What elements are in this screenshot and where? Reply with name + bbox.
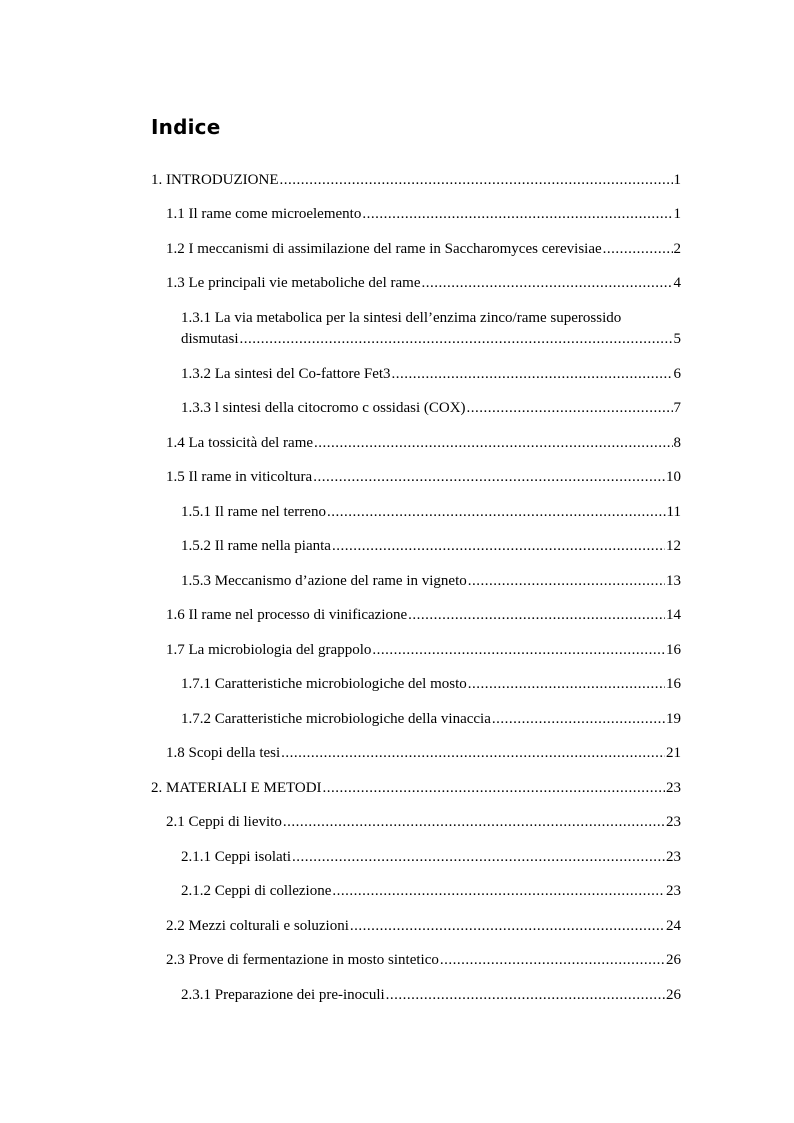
dot-leader <box>386 986 665 1004</box>
toc-entry-1-5[interactable] <box>166 468 681 486</box>
toc-entry-label: 1.3.2 La sintesi del Co-fattore Fet3 <box>181 366 391 382</box>
toc-entry-label: 1. INTRODUZIONE <box>151 172 279 188</box>
toc-entry-label: 2.1 Ceppi di lievito <box>166 814 282 830</box>
dot-leader <box>350 917 665 935</box>
toc-entry-1-1[interactable] <box>166 205 681 223</box>
toc-entry-page: 6 <box>673 366 681 382</box>
toc-entry-1[interactable] <box>151 171 681 189</box>
dot-leader <box>327 503 666 521</box>
toc-entry-page: 11 <box>666 504 681 520</box>
toc-entry-label: 1.5.2 Il rame nella pianta <box>181 538 331 554</box>
toc-entry-label: 1.1 Il rame come microelemento <box>166 206 362 222</box>
toc-entry-page: 4 <box>673 275 681 291</box>
toc-entry-page: 12 <box>666 538 681 554</box>
toc-entry-2-2[interactable] <box>166 917 681 935</box>
dot-leader <box>362 205 672 223</box>
toc-entry-1-7-2[interactable] <box>181 710 681 728</box>
dot-leader <box>440 951 665 969</box>
toc-entry-1-3-3[interactable] <box>181 399 681 417</box>
toc-entry-page: 19 <box>666 711 681 727</box>
toc-entry-page: 1 <box>673 172 681 188</box>
toc-entry-label: 1.7.1 Caratteristiche microbiologiche del mosto <box>181 676 467 692</box>
toc-entry-2-1-2[interactable] <box>181 882 681 900</box>
dot-leader <box>332 882 665 900</box>
toc-entry-page: 21 <box>666 745 681 761</box>
toc-entry-label: 1.3 Le principali vie metaboliche del rame <box>166 275 421 291</box>
toc-entry-label: 1.6 Il rame nel processo di vinificazione <box>166 607 408 623</box>
toc-entry-label: dismutasi <box>181 331 239 347</box>
toc-entry-1-7-1[interactable] <box>181 675 681 693</box>
toc-entry-page: 2 <box>673 241 681 257</box>
dot-leader <box>240 330 673 348</box>
toc-entry-label: 2.3.1 Preparazione dei pre-inoculi <box>181 987 385 1003</box>
toc-entry-1-3-1[interactable] <box>181 309 681 348</box>
toc-entry-1-3-2[interactable] <box>181 365 681 383</box>
toc-entry-1-3[interactable] <box>166 274 681 292</box>
dot-leader <box>332 537 665 555</box>
toc-entry-page: 13 <box>666 573 681 589</box>
toc-entry-2[interactable] <box>151 779 681 797</box>
dot-leader <box>468 675 665 693</box>
toc-entry-page: 23 <box>666 883 681 899</box>
toc-entry-page: 23 <box>666 780 681 796</box>
toc-entry-1-5-2[interactable] <box>181 537 681 555</box>
toc-entry-2-1-1[interactable] <box>181 848 681 866</box>
toc-entry-page: 10 <box>666 469 681 485</box>
dot-leader <box>468 572 665 590</box>
toc-entry-label: 1.4 La tossicità del rame <box>166 435 314 451</box>
dot-leader <box>281 744 665 762</box>
dot-leader <box>292 848 665 866</box>
toc-entry-label: 1.3.3 l sintesi della citocromo c ossidasi (COX) <box>181 400 466 416</box>
toc-entry-page: 16 <box>666 642 681 658</box>
toc-entry-label: 1.5.3 Meccanismo d’azione del rame in vigneto <box>181 573 467 589</box>
toc-entry-label: 1.5 Il rame in viticoltura <box>166 469 313 485</box>
toc-entry-2-3[interactable] <box>166 951 681 969</box>
toc-entry-page: 5 <box>673 331 681 347</box>
dot-leader <box>279 171 672 189</box>
page-title: Indice <box>151 115 221 139</box>
dot-leader <box>323 779 665 797</box>
toc-entry-label: 1.2 I meccanismi di assimilazione del rame in Saccharomyces cerevisiae <box>166 241 602 257</box>
dot-leader <box>421 274 672 292</box>
toc-entry-1-8[interactable] <box>166 744 681 762</box>
toc-entry-1-4[interactable] <box>166 434 681 452</box>
toc-entry-label: 2.3 Prove di fermentazione in mosto sintetico <box>166 952 439 968</box>
toc-entry-page: 14 <box>666 607 681 623</box>
toc-entry-2-3-1[interactable] <box>181 986 681 1004</box>
toc-entry-page: 26 <box>666 952 681 968</box>
toc-entry-page: 16 <box>666 676 681 692</box>
toc-entry-label: 2. MATERIALI E METODI <box>151 780 322 796</box>
toc-entry-1-2[interactable] <box>166 240 681 258</box>
toc-entry-label: 2.1.1 Ceppi isolati <box>181 849 291 865</box>
toc-entry-page: 23 <box>666 849 681 865</box>
toc-entry-page: 23 <box>666 814 681 830</box>
dot-leader <box>392 365 673 383</box>
toc-entry-1-5-3[interactable] <box>181 572 681 590</box>
toc-entry-label: 2.1.2 Ceppi di collezione <box>181 883 332 899</box>
toc-entry-2-1[interactable] <box>166 813 681 831</box>
dot-leader <box>313 468 665 486</box>
dot-leader <box>314 434 672 452</box>
dot-leader <box>283 813 665 831</box>
dot-leader <box>467 399 673 417</box>
toc-entry-page: 24 <box>666 918 681 934</box>
dot-leader <box>372 641 665 659</box>
toc-entry-page: 7 <box>673 400 681 416</box>
dot-leader <box>492 710 665 728</box>
toc-entry-1-5-1[interactable] <box>181 503 681 521</box>
toc-entry-label: 2.2 Mezzi colturali e soluzioni <box>166 918 349 934</box>
toc-entry-page: 26 <box>666 987 681 1003</box>
toc-entry-1-6[interactable] <box>166 606 681 624</box>
toc-entry-label-line1: 1.3.1 La via metabolica per la sintesi dell’enzima zinco/rame superossido <box>181 310 622 326</box>
toc-entry-page: 8 <box>673 435 681 451</box>
dot-leader <box>603 240 673 258</box>
toc-entry-1-7[interactable] <box>166 641 681 659</box>
toc-entry-page: 1 <box>673 206 681 222</box>
toc-entry-label: 1.7.2 Caratteristiche microbiologiche della vinaccia <box>181 711 491 727</box>
toc-entry-label: 1.5.1 Il rame nel terreno <box>181 504 326 520</box>
toc-entry-label: 1.7 La microbiologia del grappolo <box>166 642 372 658</box>
dot-leader <box>408 606 665 624</box>
toc-entry-label: 1.8 Scopi della tesi <box>166 745 281 761</box>
